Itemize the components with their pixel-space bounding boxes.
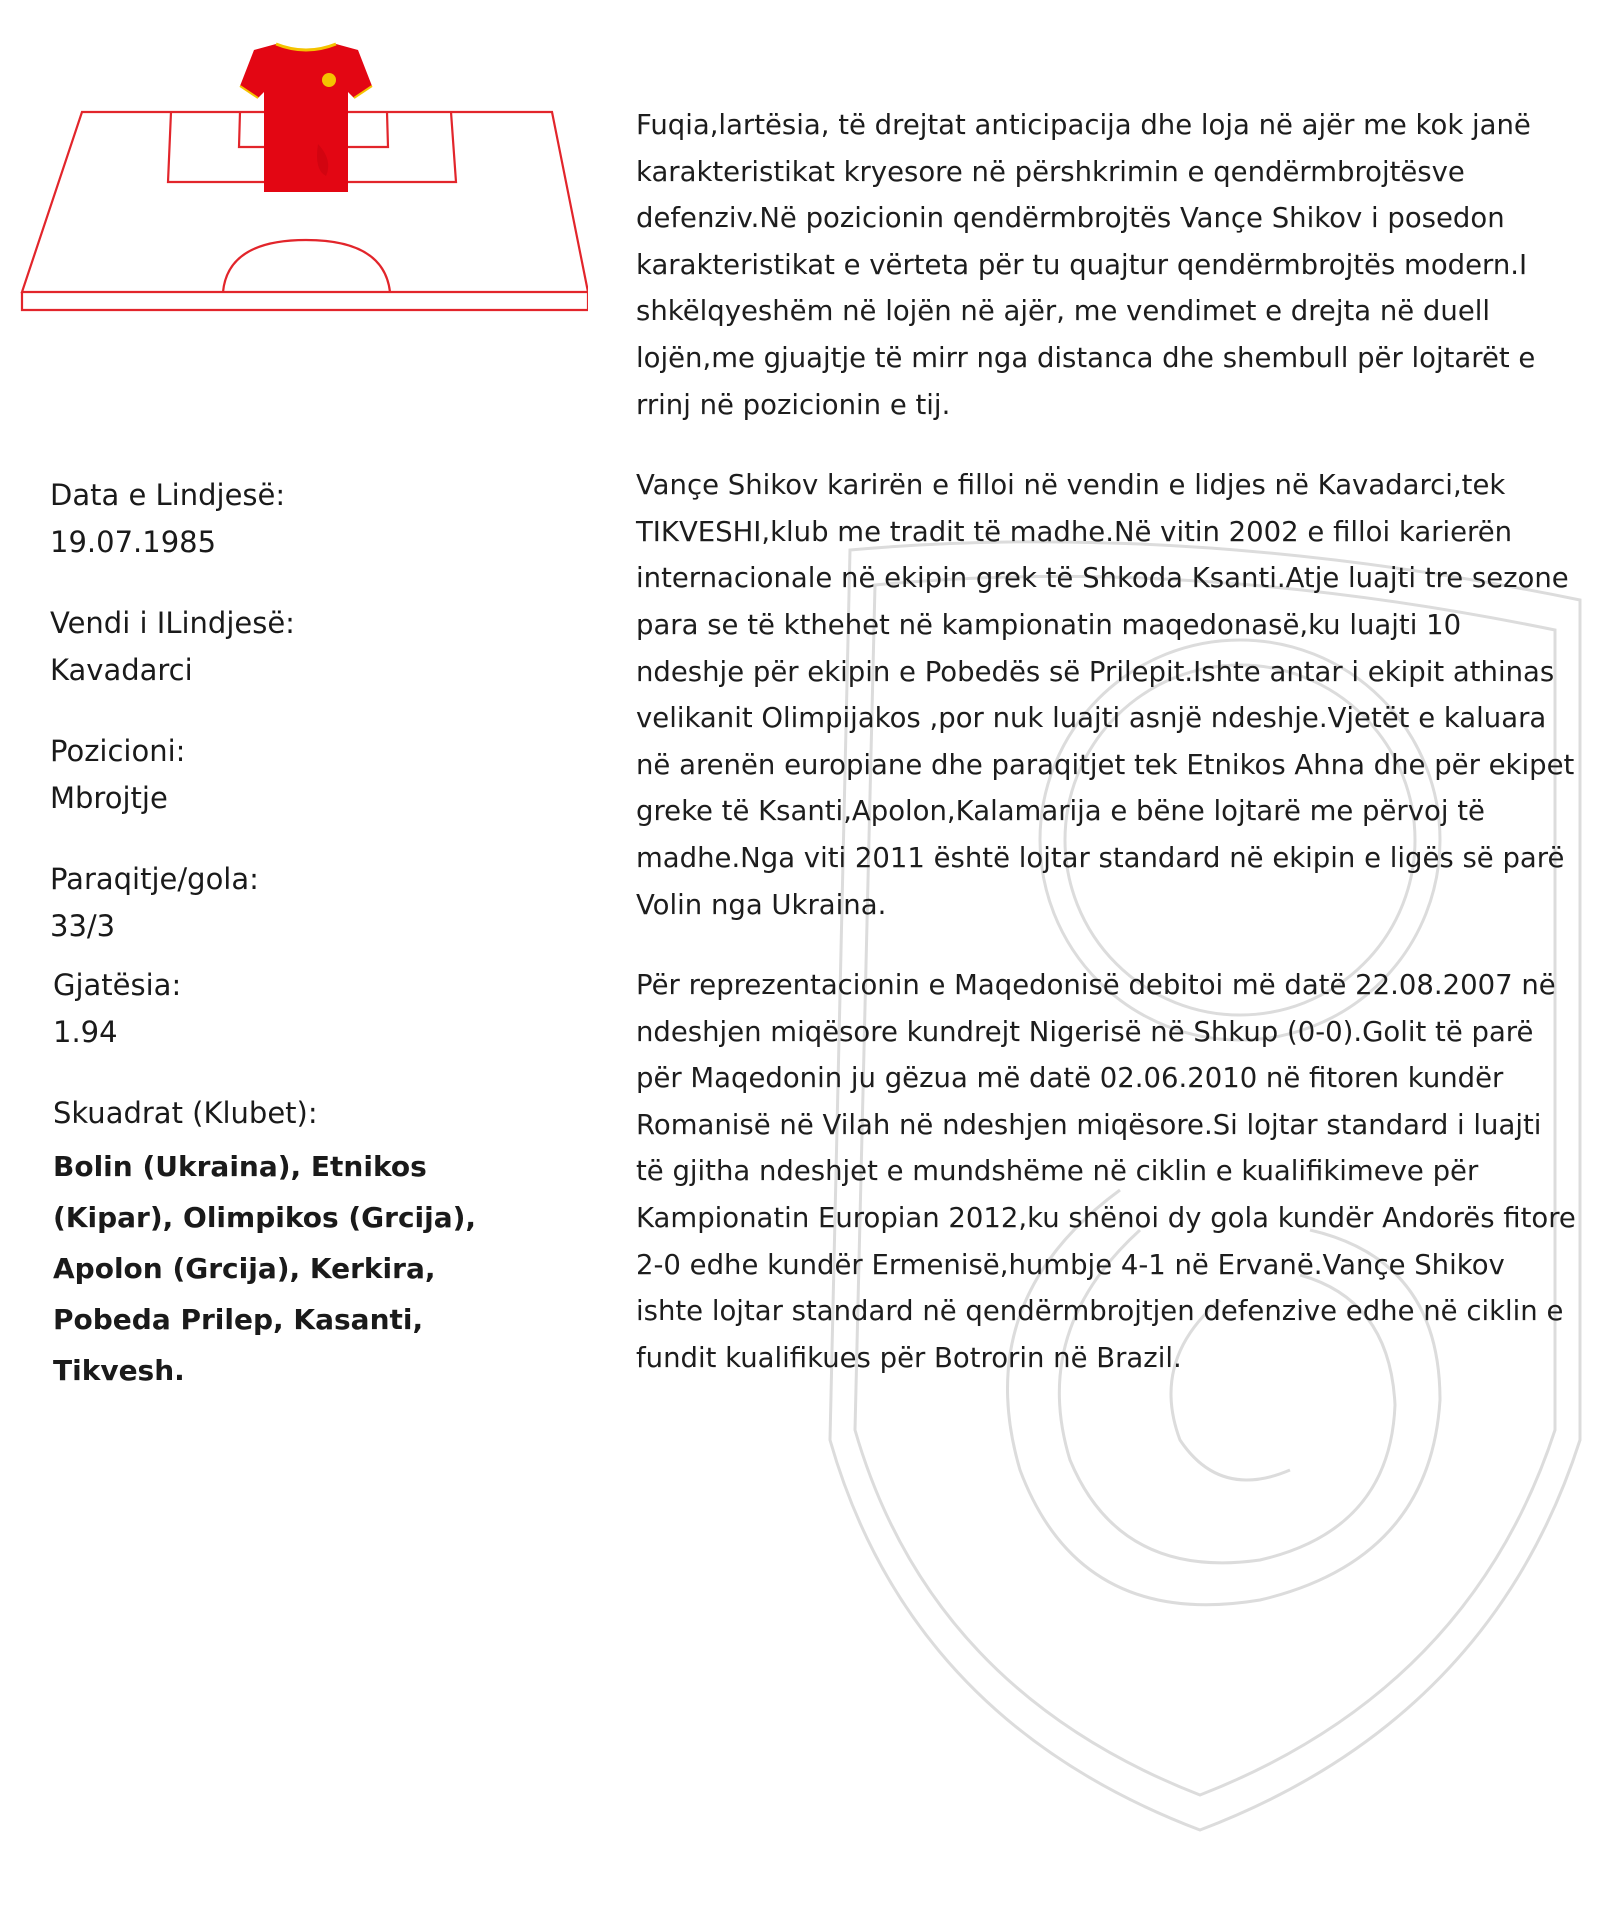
jersey-icon [240,44,372,192]
height-value: 1.94 [53,1015,118,1049]
apps-goals-value: 33/3 [50,909,116,943]
birth-place-group [50,600,570,694]
apps-goals-label: Paraqitje/gola: [50,862,259,896]
position-group [50,728,570,822]
football-pitch-icon [18,40,588,340]
apps-goals-group [50,856,570,950]
birth-date-value: 19.07.1985 [50,525,217,559]
position-value: Mbrojtje [50,781,168,815]
bio-paragraph-2: Vançe Shikov karirën e filloi në vendin e lidjes në Kavadarci,tek TIKVESHI,klub me tradit të madhe.Në vitin 2002 e filloi karierën internacionale në ekipin grek të Shkoda Ksanti.Atje luajti tre sezone para se të kthehet në kampionatin maqedonasë,ku luajti 10 ndeshje për ekipin e Pobedës së Prilepit.Ishte antar i ekipit athinas velikanit Olimpijakos ,por nuk luajti asnjë ndeshje.Vjetët e kaluara në arenën europiane dhe paraqitjet tek Etnikos Ahna dhe për ekipet greke të Ksanti,Apolon,Kalamarija e bëne lojtarë me përvoj të madhe.Nga viti 2011 është lojtar standard në ekipin e ligës së parë Volin nga Ukraina. [636,469,1575,921]
height-label: Gjatësia: [53,968,182,1002]
clubs-group [50,1090,493,1396]
bio-paragraph-1: Fuqia,lartësia, të drejtat anticipacija dhe loja në ajër me kok janë karakteristikat kryesore në përshkrimin e qendërmbrojtësve defenziv.Në pozicionin qendërmbrojtës Vançe Shikov i posedon karakteristikat e vërteta për tu quajtur qendërmbrojtës modern.I shkëlqyeshëm në lojën në ajër, me vendimet e drejta në duell lojën,me gjuajtje të mirr nga distanca dhe shembull për lojtarët e rrinj në pozicionin e tij. [636,109,1536,421]
birth-place-value: Kavadarci [50,653,193,687]
clubs-value: Bolin (Ukraina), Etnikos (Kipar), Olimpikos (Grcija), Apolon (Grcija), Kerkira, Pobeda Prilep, Kasanti, Tikvesh. [53,1150,477,1387]
birth-date-group [50,472,570,566]
clubs-label: Skuadrat (Klubet): [53,1096,318,1130]
birth-date-label: Data e Lindjesë: [50,478,286,512]
bio-paragraph-3: Për reprezentacionin e Maqedonisë debitoi më datë 22.08.2007 në ndeshjen miqësore kundrejt Nigerisë në Shkup (0-0).Golit të parë për Maqedonin ju gëzua më datë 02.06.2010 në fitoren kundër Romanisë në Vilah në ndeshjen miqësore.Si lojtar standard i luajti të gjitha ndeshjet e mundshëme në ciklin e kualifikimeve për Kampionatin Europian 2012,ku shënoi dy gola kundër Andorës fitore 2-0 edhe kundër Ermenisë,humbje 4-1 në Ervanë.Vançe Shikov ishte lojtar standard në qendërmbrojtjen defenzive edhe në ciklin e fundit kualifikues për Botrorin në Brazil. [636,969,1576,1374]
position-label: Pozicioni: [50,734,186,768]
player-biography [636,102,1576,1415]
crest-badge [322,73,336,87]
height-group [50,962,570,1056]
player-info [50,472,570,1430]
birth-place-label: Vendi i ILindjesë: [50,606,295,640]
